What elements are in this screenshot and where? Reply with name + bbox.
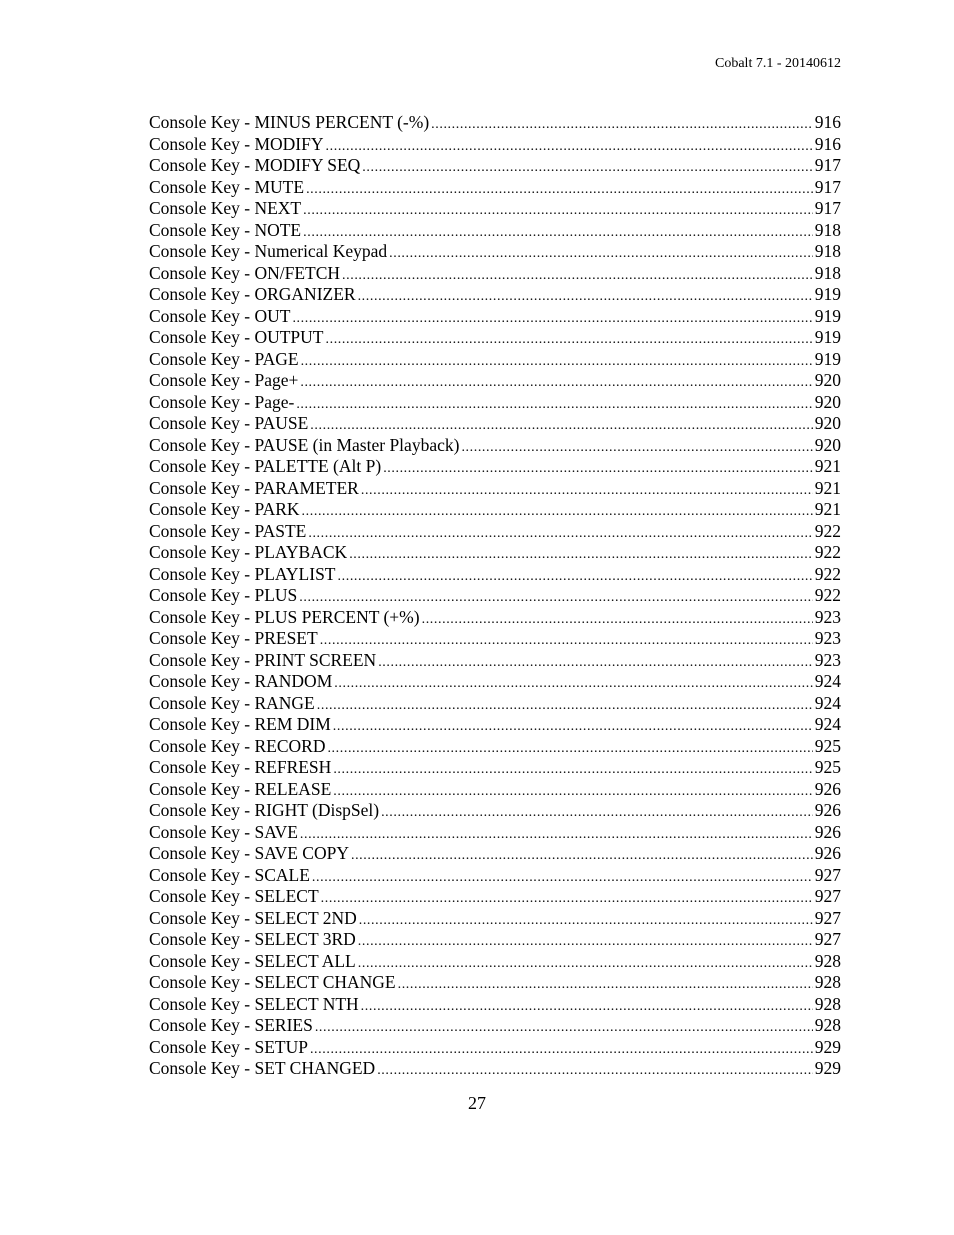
dot-leader [315, 1017, 813, 1039]
toc-entry-page-number[interactable]: 920 [814, 391, 841, 412]
toc-entry[interactable] [149, 843, 841, 865]
toc-entry-page-number[interactable]: 926 [814, 843, 841, 863]
toc-entry-title[interactable]: Console Key - SELECT ALL [149, 950, 356, 971]
toc-entry-page-number[interactable]: 926 [814, 800, 841, 820]
dot-leader [327, 738, 812, 760]
toc-entry-title[interactable]: Console Key - Page+ [149, 370, 299, 390]
toc-entry[interactable] [149, 929, 841, 951]
toc-entry-page-number[interactable]: 922 [814, 585, 841, 605]
toc-entry[interactable] [149, 542, 841, 564]
dot-leader [358, 286, 813, 308]
toc-entry-title[interactable]: Console Key - PALETTE (Alt P) [149, 456, 382, 476]
toc-entry-title[interactable]: Console Key - OUT [149, 305, 291, 326]
toc-entry-title[interactable]: Console Key - SERIES [149, 1015, 313, 1035]
dot-leader [303, 200, 813, 222]
toc-entry-page-number[interactable]: 921 [814, 499, 841, 519]
toc-entry-title[interactable]: Console Key - REFRESH [149, 757, 332, 777]
toc-entry-page-number[interactable]: 922 [814, 563, 841, 584]
toc-entry-title[interactable]: Console Key - ON/FETCH [149, 262, 341, 283]
dot-leader [300, 372, 812, 394]
toc-entry-page-number[interactable]: 919 [814, 348, 841, 369]
toc-entry[interactable] [149, 306, 841, 328]
toc-entry[interactable] [149, 951, 841, 973]
toc-entry-page-number[interactable]: 928 [814, 1015, 841, 1035]
dot-leader [296, 394, 812, 416]
toc-entry-page-number[interactable]: 919 [814, 284, 841, 304]
toc-entry[interactable] [149, 521, 841, 543]
toc-entry-page-number[interactable]: 924 [814, 714, 841, 734]
toc-entry-page-number[interactable]: 923 [814, 606, 841, 627]
toc-entry-page-number[interactable]: 922 [814, 542, 841, 562]
toc-entry[interactable] [149, 499, 841, 521]
toc-entry-page-number[interactable]: 916 [814, 112, 841, 132]
dot-leader [398, 974, 813, 996]
dot-leader [362, 157, 812, 179]
toc-entry-title[interactable]: Console Key - REM DIM [149, 714, 331, 734]
toc-entry[interactable] [149, 155, 841, 177]
toc-entry-title[interactable]: Console Key - PAUSE [149, 413, 309, 433]
dot-leader [310, 415, 812, 437]
toc-entry-title[interactable]: Console Key - RIGHT (DispSel) [149, 800, 380, 820]
dot-leader [326, 329, 813, 351]
dot-leader [378, 652, 813, 674]
toc-entry-title[interactable]: Console Key - MODIFY [149, 133, 324, 154]
toc-entry-page-number[interactable]: 921 [814, 456, 841, 476]
toc-entry[interactable] [149, 736, 841, 758]
toc-entry-title[interactable]: Console Key - ORGANIZER [149, 284, 356, 304]
toc-entry[interactable] [149, 908, 841, 930]
toc-entry-page-number[interactable]: 917 [814, 155, 841, 175]
toc-entry-page-number[interactable]: 925 [814, 757, 841, 777]
toc-entry-page-number[interactable]: 919 [814, 327, 841, 347]
toc-entry[interactable] [149, 607, 841, 629]
toc-entry-page-number[interactable]: 928 [814, 950, 841, 971]
toc-entry-title[interactable]: Console Key - SETUP [149, 1036, 308, 1057]
dot-leader [349, 544, 813, 566]
toc-entry-title[interactable]: Console Key - MUTE [149, 176, 305, 197]
toc-entry[interactable] [149, 284, 841, 306]
toc-entry-page-number[interactable]: 920 [814, 370, 841, 390]
toc-entry-title[interactable]: Console Key - SELECT [149, 886, 319, 906]
dot-leader [381, 802, 813, 824]
toc-entry[interactable] [149, 628, 841, 650]
toc-entry-title[interactable]: Console Key - RECORD [149, 735, 326, 756]
toc-entry-page-number[interactable]: 920 [814, 434, 841, 455]
toc-entry[interactable] [149, 779, 841, 801]
page-number: 27 [468, 1093, 486, 1113]
dot-leader [310, 1039, 813, 1061]
dot-leader [359, 910, 813, 932]
toc-entry-page-number[interactable]: 920 [814, 413, 841, 433]
toc-entry-page-number[interactable]: 927 [814, 886, 841, 906]
dot-leader [361, 480, 813, 502]
toc-entry[interactable] [149, 198, 841, 220]
dot-leader [300, 824, 813, 846]
toc-entry-page-number[interactable]: 927 [814, 864, 841, 885]
toc-entry-page-number[interactable]: 925 [814, 735, 841, 756]
toc-entry[interactable] [149, 972, 841, 994]
dot-leader [389, 243, 813, 265]
dot-leader [326, 136, 813, 158]
toc-entry[interactable] [149, 800, 841, 822]
toc-entry-title[interactable]: Console Key - SCALE [149, 864, 310, 885]
dot-leader [333, 759, 812, 781]
toc-entry-title[interactable]: Console Key - NEXT [149, 198, 302, 218]
toc-entry-title[interactable]: Console Key - NOTE [149, 219, 302, 240]
toc-entry-title[interactable]: Console Key - MODIFY SEQ [149, 155, 361, 175]
toc-entry-title[interactable]: Console Key - Page- [149, 391, 295, 412]
toc-entry[interactable] [149, 327, 841, 349]
toc-entry[interactable] [149, 1015, 841, 1037]
dot-leader [333, 781, 812, 803]
toc-entry-title[interactable]: Console Key - PLUS PERCENT (+%) [149, 606, 420, 627]
toc-entry[interactable] [149, 134, 841, 156]
dot-leader [306, 179, 813, 201]
toc-entry-title[interactable]: Console Key - PARK [149, 499, 300, 519]
toc-entry-page-number[interactable]: 929 [814, 1036, 841, 1057]
dot-leader [303, 222, 813, 244]
toc-entry[interactable] [149, 671, 841, 693]
dot-leader [361, 996, 813, 1018]
toc-entry[interactable] [149, 564, 841, 586]
toc-entry[interactable] [149, 693, 841, 715]
toc-entry[interactable] [149, 1058, 841, 1080]
dot-leader [299, 587, 812, 609]
dot-leader [320, 630, 813, 652]
toc-entry[interactable] [149, 757, 841, 779]
toc-entry[interactable] [149, 456, 841, 478]
toc-entry-page-number[interactable]: 923 [814, 628, 841, 648]
toc-entry[interactable] [149, 392, 841, 414]
toc-entry[interactable] [149, 220, 841, 242]
toc-entry-page-number[interactable]: 927 [814, 907, 841, 928]
toc-entry-page-number[interactable]: 927 [814, 929, 841, 949]
toc-entry-page-number[interactable]: 918 [814, 241, 841, 261]
toc-entry-page-number[interactable]: 924 [814, 692, 841, 713]
toc-entry[interactable] [149, 112, 841, 134]
running-header: Cobalt 7.1 - 20140612 [715, 56, 841, 71]
toc-entry-page-number[interactable]: 918 [814, 219, 841, 240]
toc-entry-title[interactable]: Console Key - PASTE [149, 520, 307, 541]
toc-entry-title[interactable]: Console Key - PLUS [149, 585, 298, 605]
toc-entry-title[interactable]: Console Key - PAUSE (in Master Playback) [149, 434, 460, 455]
toc-entry-title[interactable]: Console Key - PLAYBACK [149, 542, 348, 562]
toc-entry[interactable] [149, 349, 841, 371]
dot-leader [321, 888, 813, 910]
dot-leader [292, 308, 812, 330]
toc-entry[interactable] [149, 994, 841, 1016]
toc-entry-title[interactable]: Console Key - PRINT SCREEN [149, 649, 377, 670]
toc-entry[interactable] [149, 886, 841, 908]
toc-entry-title[interactable]: Console Key - SELECT 3RD [149, 929, 356, 949]
toc-entry-title[interactable]: Console Key - Numerical Keypad [149, 241, 388, 261]
toc-entry-title[interactable]: Console Key - SELECT NTH [149, 993, 359, 1014]
dot-leader [338, 566, 813, 588]
toc-entry[interactable] [149, 241, 841, 263]
toc-entry[interactable] [149, 714, 841, 736]
toc-entry-title[interactable]: Console Key - SET CHANGED [149, 1058, 376, 1078]
dot-leader [308, 523, 812, 545]
dot-leader [358, 931, 813, 953]
toc-entry-title[interactable]: Console Key - PLAYLIST [149, 563, 336, 584]
dot-leader [377, 1060, 813, 1082]
toc-entry-page-number[interactable]: 917 [814, 198, 841, 218]
toc-entry-title[interactable]: Console Key - SELECT 2ND [149, 907, 357, 928]
dot-leader [383, 458, 813, 480]
toc-entry-page-number[interactable]: 921 [814, 477, 841, 498]
dot-leader [302, 501, 813, 523]
toc-entry-title[interactable]: Console Key - SAVE [149, 821, 298, 842]
toc-entry-title[interactable]: Console Key - MINUS PERCENT (-%) [149, 112, 430, 132]
dot-leader [317, 695, 813, 717]
toc-entry-page-number[interactable]: 924 [814, 671, 841, 691]
toc-entry-title[interactable]: Console Key - PRESET [149, 628, 318, 648]
toc-entry-title[interactable]: Console Key - PAGE [149, 348, 299, 369]
toc-entry-page-number[interactable]: 928 [814, 993, 841, 1014]
toc-entry-page-number[interactable]: 919 [814, 305, 841, 326]
toc-entry[interactable] [149, 1037, 841, 1059]
dot-leader [431, 114, 813, 136]
toc-entry-page-number[interactable]: 926 [814, 778, 841, 799]
toc-entry-title[interactable]: Console Key - RANGE [149, 692, 315, 713]
toc-entry[interactable] [149, 370, 841, 392]
toc-entry-page-number[interactable]: 928 [814, 972, 841, 992]
dot-leader [461, 437, 812, 459]
toc-entry[interactable] [149, 585, 841, 607]
toc-entry-page-number[interactable]: 923 [814, 649, 841, 670]
toc-entry-page-number[interactable]: 922 [814, 520, 841, 541]
toc-entry-page-number[interactable]: 918 [814, 262, 841, 283]
toc-entry-title[interactable]: Console Key - PARAMETER [149, 477, 359, 498]
toc-entry[interactable] [149, 435, 841, 457]
dot-leader [301, 351, 813, 373]
toc-entry-title[interactable]: Console Key - OUTPUT [149, 327, 324, 347]
dot-leader [422, 609, 813, 631]
toc-entry-title[interactable]: Console Key - SAVE COPY [149, 843, 349, 863]
toc-entry-title[interactable]: Console Key - RANDOM [149, 671, 333, 691]
toc-entry[interactable] [149, 263, 841, 285]
toc-entry-page-number[interactable]: 916 [814, 133, 841, 154]
toc-entry-title[interactable]: Console Key - SELECT CHANGE [149, 972, 396, 992]
toc-entry[interactable] [149, 478, 841, 500]
toc-entry[interactable] [149, 822, 841, 844]
toc-entry-page-number[interactable]: 929 [814, 1058, 841, 1078]
table-of-contents [149, 112, 841, 1080]
toc-entry-title[interactable]: Console Key - RELEASE [149, 778, 332, 799]
toc-entry-page-number[interactable]: 926 [814, 821, 841, 842]
dot-leader [358, 953, 813, 975]
dot-leader [312, 867, 813, 889]
toc-entry[interactable] [149, 865, 841, 887]
dot-leader [351, 845, 813, 867]
dot-leader [333, 716, 813, 738]
toc-entry[interactable] [149, 650, 841, 672]
dot-leader [342, 265, 813, 287]
dot-leader [334, 673, 812, 695]
toc-entry-page-number[interactable]: 917 [814, 176, 841, 197]
toc-entry[interactable] [149, 413, 841, 435]
toc-entry[interactable] [149, 177, 841, 199]
